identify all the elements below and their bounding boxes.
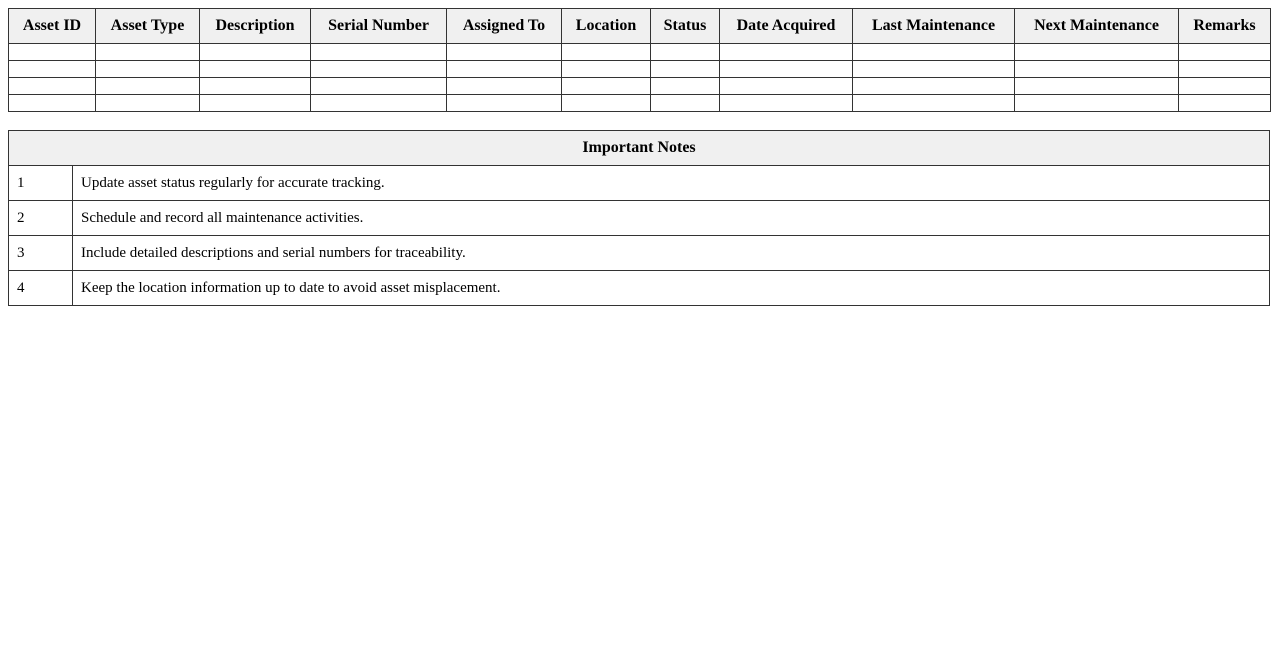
asset-table-cell (651, 44, 720, 61)
asset-table-cell (311, 44, 447, 61)
header-next-maintenance: Next Maintenance (1015, 9, 1179, 44)
asset-table-cell (1015, 78, 1179, 95)
asset-table-cell (200, 61, 311, 78)
header-date-acquired: Date Acquired (720, 9, 853, 44)
asset-table-cell (853, 95, 1015, 112)
header-assigned-to: Assigned To (447, 9, 562, 44)
asset-table-header-row (9, 9, 1271, 44)
header-description: Description (200, 9, 311, 44)
asset-table-cell (853, 44, 1015, 61)
asset-table-cell (562, 61, 651, 78)
asset-table-row (9, 61, 1271, 78)
asset-table-cell (447, 61, 562, 78)
asset-table-cell (96, 61, 200, 78)
note-text: Keep the location information up to date to avoid asset misplacement. (73, 271, 1270, 306)
asset-table-cell (1015, 95, 1179, 112)
note-text: Update asset status regularly for accurate tracking. (73, 166, 1270, 201)
notes-title: Important Notes (9, 131, 1270, 166)
note-number: 4 (9, 271, 73, 306)
notes-header-row (9, 131, 1270, 166)
asset-table-row (9, 44, 1271, 61)
asset-table-cell (9, 44, 96, 61)
asset-table-cell (96, 78, 200, 95)
asset-table-cell (562, 78, 651, 95)
asset-table-cell (311, 78, 447, 95)
asset-table-cell (200, 95, 311, 112)
header-status: Status (651, 9, 720, 44)
asset-table-cell (720, 78, 853, 95)
asset-table-cell (311, 95, 447, 112)
asset-table-cell (651, 95, 720, 112)
asset-table-cell (1015, 61, 1179, 78)
asset-table-row (9, 78, 1271, 95)
asset-table-cell (1179, 44, 1271, 61)
asset-table-cell (853, 78, 1015, 95)
asset-table-cell (720, 61, 853, 78)
asset-table-cell (96, 95, 200, 112)
asset-table-cell (651, 78, 720, 95)
asset-table-cell (311, 61, 447, 78)
header-serial-number: Serial Number (311, 9, 447, 44)
notes-table (8, 130, 1270, 306)
asset-table-cell (447, 44, 562, 61)
asset-table-cell (1015, 44, 1179, 61)
asset-table-cell (447, 95, 562, 112)
note-row (9, 271, 1270, 306)
note-number: 3 (9, 236, 73, 271)
asset-table-cell (562, 44, 651, 61)
header-remarks: Remarks (1179, 9, 1271, 44)
asset-table-cell (96, 44, 200, 61)
note-text: Schedule and record all maintenance activities. (73, 201, 1270, 236)
asset-table-cell (9, 78, 96, 95)
asset-table-cell (200, 78, 311, 95)
asset-table-cell (1179, 95, 1271, 112)
asset-table (8, 8, 1271, 112)
asset-table-cell (1179, 61, 1271, 78)
asset-table-cell (562, 95, 651, 112)
asset-table-row (9, 95, 1271, 112)
header-last-maintenance: Last Maintenance (853, 9, 1015, 44)
note-row (9, 201, 1270, 236)
header-location: Location (562, 9, 651, 44)
note-row (9, 166, 1270, 201)
asset-table-cell (447, 78, 562, 95)
header-asset-id: Asset ID (9, 9, 96, 44)
asset-table-cell (720, 44, 853, 61)
asset-table-cell (853, 61, 1015, 78)
asset-table-cell (200, 44, 311, 61)
asset-table-body (9, 44, 1271, 112)
note-number: 2 (9, 201, 73, 236)
asset-table-cell (9, 61, 96, 78)
header-asset-type: Asset Type (96, 9, 200, 44)
note-number: 1 (9, 166, 73, 201)
asset-table-cell (1179, 78, 1271, 95)
asset-table-cell (720, 95, 853, 112)
asset-table-cell (9, 95, 96, 112)
note-row (9, 236, 1270, 271)
asset-table-cell (651, 61, 720, 78)
note-text: Include detailed descriptions and serial numbers for traceability. (73, 236, 1270, 271)
